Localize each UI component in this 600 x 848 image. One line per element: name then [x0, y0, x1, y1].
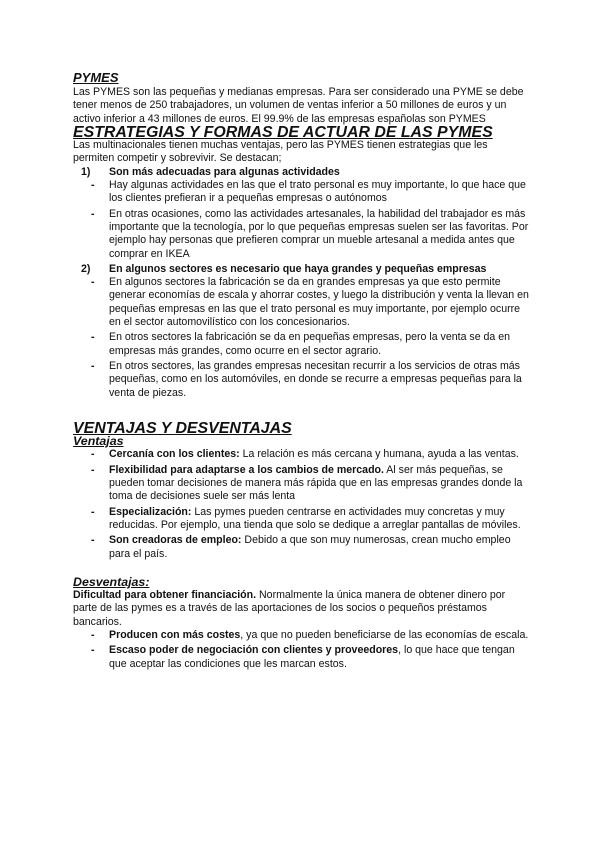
- document-page: [73, 70, 529, 673]
- list-item: [73, 276, 529, 329]
- list-item: [73, 534, 529, 561]
- list-item: [73, 506, 529, 533]
- intro-paragraph: Las PYMES son las pequeñas y medianas empresas. Para ser considerado una PYME se debe tener menos de 250 trabajadores, un volumen de ventas inferior a 50 millones de euros y un activo inferior a 43 millones de euros. El 99.9% de las empresas españolas son PYMES: [73, 86, 524, 125]
- list-item: [73, 179, 529, 206]
- list-item-text: La relación es más cercana y humana, ayuda a las ventas.: [239, 448, 519, 461]
- item-bold-lead: Escaso poder de negociación con clientes y proveedores: [109, 644, 399, 657]
- dash-marker: -: [91, 331, 95, 344]
- dash-marker: -: [91, 463, 95, 476]
- numbered-item-2: [73, 263, 529, 276]
- desventajas-heading: Desventajas:: [73, 574, 150, 589]
- ventajas-desventajas-heading: VENTAJAS Y DESVENTAJAS: [73, 419, 292, 437]
- item-number: 1): [81, 165, 91, 178]
- list-item-text: En otros sectores la fabricación se da en pequeñas empresas, pero la venta se da en empresas más grandes, como ocurre en el sector agrario.: [109, 331, 511, 357]
- list-item: [73, 464, 529, 504]
- item-bold-lead: Especialización:: [109, 505, 192, 518]
- item-number: 2): [81, 262, 91, 275]
- list-item: [73, 448, 529, 461]
- list-item-text: Las pymes pueden centrarse en actividades muy concretas y muy reducidas. Por ejemplo, una tienda que solo se dedique a arreglar pantallas de móviles.: [109, 505, 521, 531]
- dash-marker: -: [91, 448, 95, 461]
- item-bold-lead: Son creadoras de empleo:: [109, 534, 242, 547]
- group-1-bullets: [73, 179, 529, 261]
- desventajas-intro: [73, 589, 529, 629]
- list-item-text: , lo que hace que tengan que aceptar las condiciones que les marcan estos.: [109, 644, 515, 670]
- dash-marker: -: [91, 359, 95, 372]
- desventajas-intro-bold: Dificultad para obtener financiación.: [73, 589, 257, 602]
- dash-marker: -: [91, 644, 95, 657]
- dash-marker: -: [91, 628, 95, 641]
- desventajas-list: [73, 629, 529, 671]
- list-item-text: Al ser más pequeñas, se pueden tomar decisiones de manera más rápida que en las empresas grandes donde la toma de decisiones suele ser más lenta: [109, 463, 523, 503]
- list-item: [73, 629, 529, 642]
- list-item: [73, 644, 529, 671]
- dash-marker: -: [91, 505, 95, 518]
- list-item-text: En otras ocasiones, como las actividades artesanales, la habilidad del trabajador es más importante que la tecnología, por lo que pequeñas empresas suelen ser las favoritas. Por ejemplo hay personas que prefieren comprar un mueble artesanal a medida antes que comprar en IKEA: [109, 207, 529, 260]
- dash-marker: -: [91, 207, 95, 220]
- desventajas-intro-text: Normalmente la única manera de obtener dinero por parte de las pymes es a través de las aportaciones de los socios o pequeños préstamos bancarios.: [73, 589, 506, 628]
- list-item-text: En otros sectores, las grandes empresas necesitan recurrir a los servicios de otras más pequeñas, como en los automóviles, en donde se recurre a empresas pequeñas para la venta de piezas.: [109, 359, 522, 399]
- estrategias-heading: ESTRATEGIAS Y FORMAS DE ACTUAR DE LAS PYMES: [73, 123, 493, 141]
- list-item-text: Debido a que son muy numerosas, crean mucho empleo para el país.: [109, 534, 511, 560]
- item-bold-lead: Flexibilidad para adaptarse a los cambios de mercado.: [109, 463, 384, 476]
- item-title: Son más adecuadas para algunas actividades: [109, 165, 340, 178]
- dash-marker: -: [91, 179, 95, 192]
- ventajas-list: [73, 448, 529, 560]
- numbered-item-1: [73, 166, 529, 179]
- list-item-text: Hay algunas actividades en las que el trato personal es muy importante, lo que hace que los clientes prefieran ir a pequeñas empresas o autónomos: [109, 179, 526, 205]
- list-item-text: , ya que no pueden beneficiarse de las economías de escala.: [240, 628, 529, 641]
- estrategias-intro: Las multinacionales tienen muchas ventajas, pero las PYMES tienen estrategias que les permiten competir y sobrevivir. Se destacan;: [73, 139, 488, 165]
- page-title: PYMES: [73, 70, 119, 85]
- list-item: [73, 208, 529, 261]
- list-item: [73, 360, 529, 400]
- dash-marker: -: [91, 534, 95, 547]
- item-title: En algunos sectores es necesario que haya grandes y pequeñas empresas: [109, 262, 487, 275]
- group-2-bullets: [73, 276, 529, 400]
- dash-marker: -: [91, 276, 95, 289]
- list-item: [73, 331, 529, 358]
- item-bold-lead: Cercanía con los clientes:: [109, 448, 240, 461]
- list-item-text: En algunos sectores la fabricación se da en grandes empresas ya que esto permite generar economías de escala y ahorrar costes, y luego la distribución y venta la llevan en pequeñas empresas en las que el trato personal es muy importante, por ejemplo ocurre en el sector automovilístico con los concesionarios.: [109, 276, 529, 329]
- ventajas-heading: Ventajas: [73, 434, 124, 449]
- item-bold-lead: Producen con más costes: [109, 628, 241, 641]
